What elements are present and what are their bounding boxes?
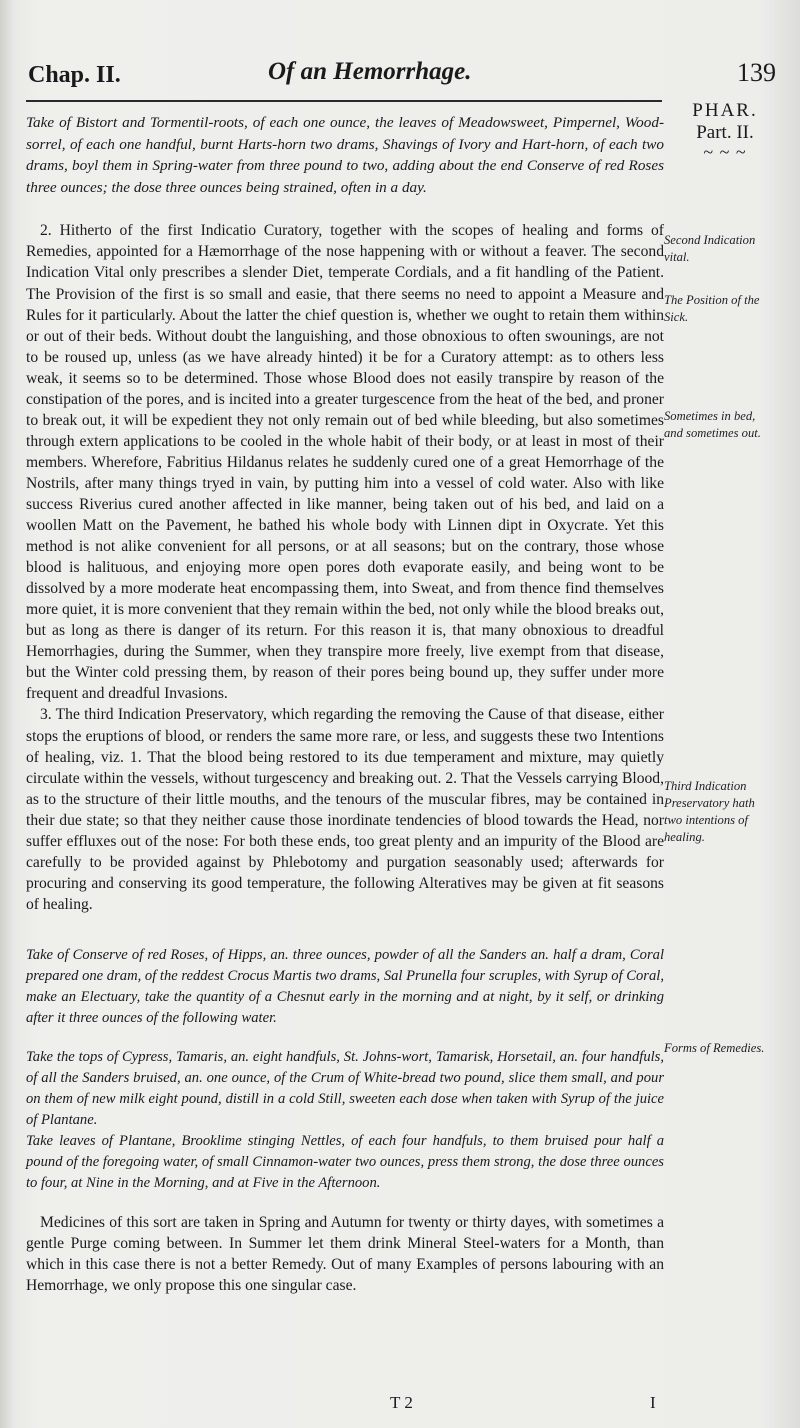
page-footer bbox=[0, 1393, 800, 1423]
recipe-2: Take of Conserve of red Roses, of Hipps, an. three ounces, powder of all the Sanders an. half a dram, Coral prepared one dram, of the reddest Crocus Martis two drams, Sal Prunella four scruples, with Syrup of Coral, make an Electuary, take the quantity of a Chesnut early in the morning and at night, by it self, or drinking after it three ounces of the following water. bbox=[26, 946, 664, 1026]
running-head-title: PHAR. bbox=[692, 100, 758, 121]
signature-mark: T 2 bbox=[390, 1393, 413, 1412]
margin-note-sometimes-bed: Sometimes in bed, and sometimes out. bbox=[664, 409, 761, 440]
margin-note-third-indication: Third Indication Preservatory hath two intentions of healing. bbox=[664, 779, 755, 844]
header-rule bbox=[26, 100, 662, 102]
chapter-title: Of an Hemorrhage. bbox=[268, 58, 472, 85]
running-head bbox=[677, 100, 773, 160]
chapter-label: Chap. II. bbox=[28, 62, 121, 88]
catchword: I bbox=[650, 1393, 656, 1412]
running-head-part: Part. II. bbox=[696, 122, 754, 143]
recipe-1: Take of Bistort and Tormentil-roots, of each one ounce, the leaves of Meadowsweet, Pimpernel, Wood-sorrel, of each one handful, burnt Harts-horn two drams, Shavings of Ivory and Hart-horn, of each two drams, boyl them in Spring-water from three pound to two, adding about the end Conserve of red Roses three ounces; the dose three ounces being strained, often in a day. bbox=[26, 114, 664, 196]
page-number: 139 bbox=[737, 58, 776, 87]
margin-note-forms-remedies: Forms of Remedies. bbox=[664, 1041, 765, 1055]
recipe-3: Take the tops of Cypress, Tamaris, an. eight handfuls, St. Johns-wort, Tamarisk, Horsetail, an. four handfuls, of all the Sanders bruised, an. one ounce, of the Crum of White-bread two pound, slice them small, and pour on them of new milk eight pound, distill in a cold Still, sweeten each dose when taken with Syrup of the juice of Plantane. bbox=[26, 1048, 664, 1128]
margin-note-position-sick: The Position of the Sick. bbox=[664, 293, 760, 324]
paragraph-4: Medicines of this sort are taken in Spring and Autumn for twenty or thirty dayes, with sometimes a gentle Purge coming between. In Summer let them drink Mineral Steel-waters for a Month, than which in this case there is not a better Remedy. Out of many Examples of persons labouring with an Hemorrhage, we only propose this one singular case. bbox=[26, 1213, 664, 1295]
ornament: ~ ~ ~ bbox=[703, 142, 747, 162]
paragraph-3: 3. The third Indication Preservatory, which regarding the removing the Cause of that disease, either stops the eruptions of blood, or renders the same more rare, or less, and suggests these two Intentions of healing, viz. 1. That the blood being restored to its due temperament and mixture, may quietly circulate within the vessels, without turgescency and breaking out. 2. That the Vessels carrying Blood, as to the structure of their little mouths, and the tenours of the muscular fibres, may be contained in their due state; so that they neither cause those inordinate tendencies of blood towards the Head, nor suffer effluxes out of the nose: For both these ends, too great plenty and an impurity of the Blood are carefully to be provided against by Phlebotomy and purgation seasonably used; afterwards for procuring and conserving its good temperature, the following Alteratives may be given at fit seasons of healing. bbox=[26, 706, 664, 913]
margin-note-second-indication: Second Indication vital. bbox=[664, 233, 756, 264]
page-body bbox=[26, 108, 664, 1296]
recipe-4: Take leaves of Plantane, Brooklime stinging Nettles, of each four handfuls, to them bruised pour half a pound of the foregoing water, of small Cinnamon-water two ounces, press them strong, the dose three ounces to four, at Nine in the Morning, and at Five in the Afternoon. bbox=[26, 1132, 664, 1191]
paragraph-2: 2. Hitherto of the first Indicatio Curatory, together with the scopes of healing and forms of Remedies, appointed for a Hæmorrhage of the nose happening with or without a feaver. The second Indication Vital only prescribes a slender Diet, temperate Cordials, and a fit handling of the Patient. The Provision of the first is so small and easie, that there seems no need to appoint a Measure and Rules for it particularly. About the latter the chief question is, whether we ought to retain them within or out of their beds. Without doubt the languishing, and those obnoxious to often swounings, are not to be roused up, unless (as we have already hinted) it be for a Curatory attempt: as to others less weak, it seems so to be determined. Those whose Blood does not easily transpire by reason of the constipation of the pores, and is incited into a greater turgescence from the heat of the bed, and proner to break out, it will be expedient they not only remain out of bed while bleeding, but also sometimes through extern applications to be cooled in the whole habit of their body, or at least in most of their members. Wherefore, Fabritius Hildanus relates he suddenly cured one of a great Hemorrhage of the Nostrils, after many things tryed in vain, by putting him into a vessel of cold water. Also with like success Riverius cured another affected in like manner, being taken out of his bed, and laid on a woollen Matt on the Pavement, he bathed his whole body with Linnen dipt in Oxycrate. Yet this method is not alike convenient for all persons, or at all seasons; but on the contrary, those whose blood is halituous, and enjoying more open pores doth evaporate easily, and being wont to be dissolved by a more moderate heat encompassing them, into Sweat, and from thence find themselves more quiet, it is more convenient that they remain within the bed, not only while the blood breaks out, but as long as there is danger of its return. For this reason it is, that many obnoxious to dreadful Hemorrhagies, during the Summer, when they transpire more freely, live exempt from that disease, but the Winter cold pressing them, by reason of their pores being bound up, they suffer under more frequent and dreadful Invasions. bbox=[26, 222, 664, 703]
